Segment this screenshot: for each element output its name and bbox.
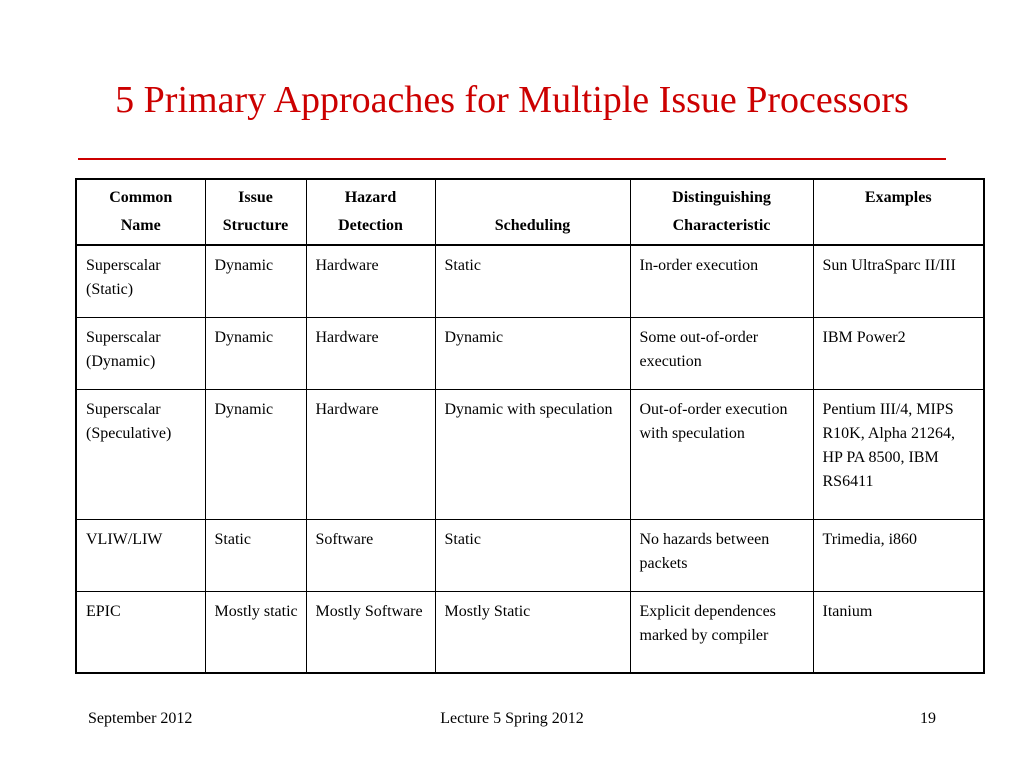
- cell-hazard-detection: Mostly Software: [306, 591, 435, 673]
- cell-common-name: Superscalar (Dynamic): [76, 317, 205, 389]
- cell-characteristic: Some out-of-order execution: [630, 317, 813, 389]
- cell-issue-structure: Mostly static: [205, 591, 306, 673]
- cell-hazard-detection: Software: [306, 519, 435, 591]
- cell-scheduling: Dynamic: [435, 317, 630, 389]
- cell-scheduling: Dynamic with speculation: [435, 389, 630, 519]
- cell-hazard-detection: Hardware: [306, 317, 435, 389]
- cell-scheduling: Static: [435, 519, 630, 591]
- cell-issue-structure: Dynamic: [205, 389, 306, 519]
- cell-common-name: Superscalar (Speculative): [76, 389, 205, 519]
- cell-examples: Pentium III/4, MIPS R10K, Alpha 21264, HP PA 8500, IBM RS6411: [813, 389, 984, 519]
- cell-characteristic: Out-of-order execution with speculation: [630, 389, 813, 519]
- cell-common-name: Superscalar (Static): [76, 245, 205, 317]
- cell-examples: Sun UltraSparc II/III: [813, 245, 984, 317]
- table-row: [76, 591, 984, 673]
- header-scheduling: Scheduling: [435, 179, 630, 245]
- cell-issue-structure: Static: [205, 519, 306, 591]
- cell-issue-structure: Dynamic: [205, 245, 306, 317]
- table-row: [76, 245, 984, 317]
- cell-hazard-detection: Hardware: [306, 245, 435, 317]
- footer-date: September 2012: [88, 710, 193, 727]
- footer-lecture: Lecture 5 Spring 2012: [440, 710, 584, 727]
- cell-characteristic: In-order execution: [630, 245, 813, 317]
- header-examples: Examples: [813, 179, 984, 245]
- cell-issue-structure: Dynamic: [205, 317, 306, 389]
- cell-examples: IBM Power2: [813, 317, 984, 389]
- approaches-table: [75, 178, 985, 674]
- title-underline: [78, 158, 946, 160]
- header-distinguishing-characteristic: Distinguishing Characteristic: [630, 179, 813, 245]
- header-common-name: Common Name: [76, 179, 205, 245]
- cell-examples: Itanium: [813, 591, 984, 673]
- table-row: [76, 519, 984, 591]
- footer-page-number: 19: [920, 710, 936, 727]
- table-row: [76, 317, 984, 389]
- table-header-row: [76, 179, 984, 245]
- cell-common-name: EPIC: [76, 591, 205, 673]
- table-row: [76, 389, 984, 519]
- header-hazard-detection: Hazard Detection: [306, 179, 435, 245]
- cell-characteristic: No hazards between packets: [630, 519, 813, 591]
- cell-characteristic: Explicit dependences marked by compiler: [630, 591, 813, 673]
- cell-scheduling: Static: [435, 245, 630, 317]
- cell-hazard-detection: Hardware: [306, 389, 435, 519]
- cell-scheduling: Mostly Static: [435, 591, 630, 673]
- slide-title: 5 Primary Approaches for Multiple Issue Processors: [115, 79, 909, 121]
- cell-common-name: VLIW/LIW: [76, 519, 205, 591]
- header-issue-structure: Issue Structure: [205, 179, 306, 245]
- cell-examples: Trimedia, i860: [813, 519, 984, 591]
